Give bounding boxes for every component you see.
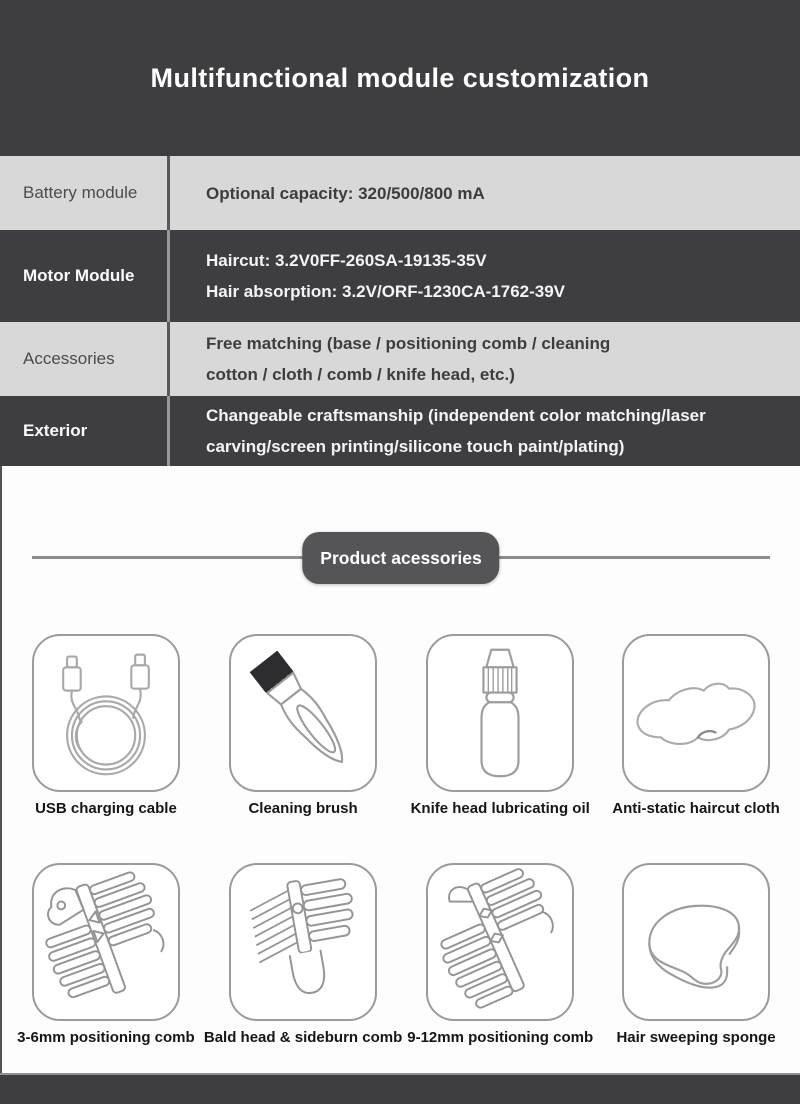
accessory-thumb [622,634,770,792]
accessory-card-comb-9-12mm [402,863,598,1046]
accessory-label: Knife head lubricating oil [410,800,590,817]
spec-label: Battery module [23,183,138,202]
accessory-card-bald-sideburn-comb [204,863,402,1046]
accessories-section [0,466,800,1073]
title-banner [0,0,800,156]
spec-row-exterior [0,396,800,466]
accessory-card-haircut-cloth [598,634,794,817]
accessory-label: Anti-static haircut cloth [612,800,780,817]
accessory-label: Cleaning brush [248,800,358,817]
accessory-thumb [229,634,377,792]
sponge-icon [624,865,768,1019]
spec-label: Motor Module [23,266,135,285]
oil-bottle-icon [428,636,572,790]
spec-table [0,156,800,466]
accessory-card-usb-cable [8,634,204,817]
accessory-thumb [426,634,574,792]
positioning-comb-9-12mm-icon [428,865,572,1019]
spec-label: Accessories [23,349,115,368]
usb-cable-icon [34,636,178,790]
spec-value: Changeable craftsmanship (independent color matching/laser carving/screen printing/silicone touch paint/plating) [206,406,706,456]
spec-value: Haircut: 3.2V0FF-260SA-19135-35V Hair absorption: 3.2V/ORF-1230CA-1762-39V [206,251,566,301]
spec-row-motor-module [0,230,800,322]
accessory-card-cleaning-brush [204,634,402,817]
product-accessories-badge: Product acessories [302,532,499,584]
accessory-label: Hair sweeping sponge [616,1029,776,1046]
spec-value: Free matching (base / positioning comb / cleaning cotton / cloth / comb / knife head, etc.) [206,334,611,384]
spec-label: Exterior [23,421,88,440]
accessory-label: 9-12mm positioning comb [407,1029,594,1046]
spec-row-battery-module [0,156,800,230]
accessory-label: Bald head & sideburn comb [203,1029,403,1046]
page-title: Multifunctional module customization [150,62,650,93]
accessory-card-comb-3-6mm [8,863,204,1046]
accessory-thumb [622,863,770,1021]
bald-sideburn-comb-icon [231,865,375,1019]
accessory-thumb [229,863,377,1021]
cleaning-brush-icon [231,636,375,790]
accessory-thumb [32,863,180,1021]
accessory-label: USB charging cable [35,800,177,817]
spec-row-accessories [0,322,800,396]
positioning-comb-3-6mm-icon [34,865,178,1019]
accessory-card-sponge [598,863,794,1046]
haircut-cloth-icon [624,636,768,790]
section-header [2,532,800,584]
accessory-label: 3-6mm positioning comb [17,1029,195,1046]
spec-value: Optional capacity: 320/500/800 mA [206,183,485,203]
accessory-thumb [426,863,574,1021]
accessories-grid [2,634,800,1046]
accessory-card-lubricating-oil [402,634,598,817]
accessory-thumb [32,634,180,792]
bottom-strip [0,1073,800,1104]
